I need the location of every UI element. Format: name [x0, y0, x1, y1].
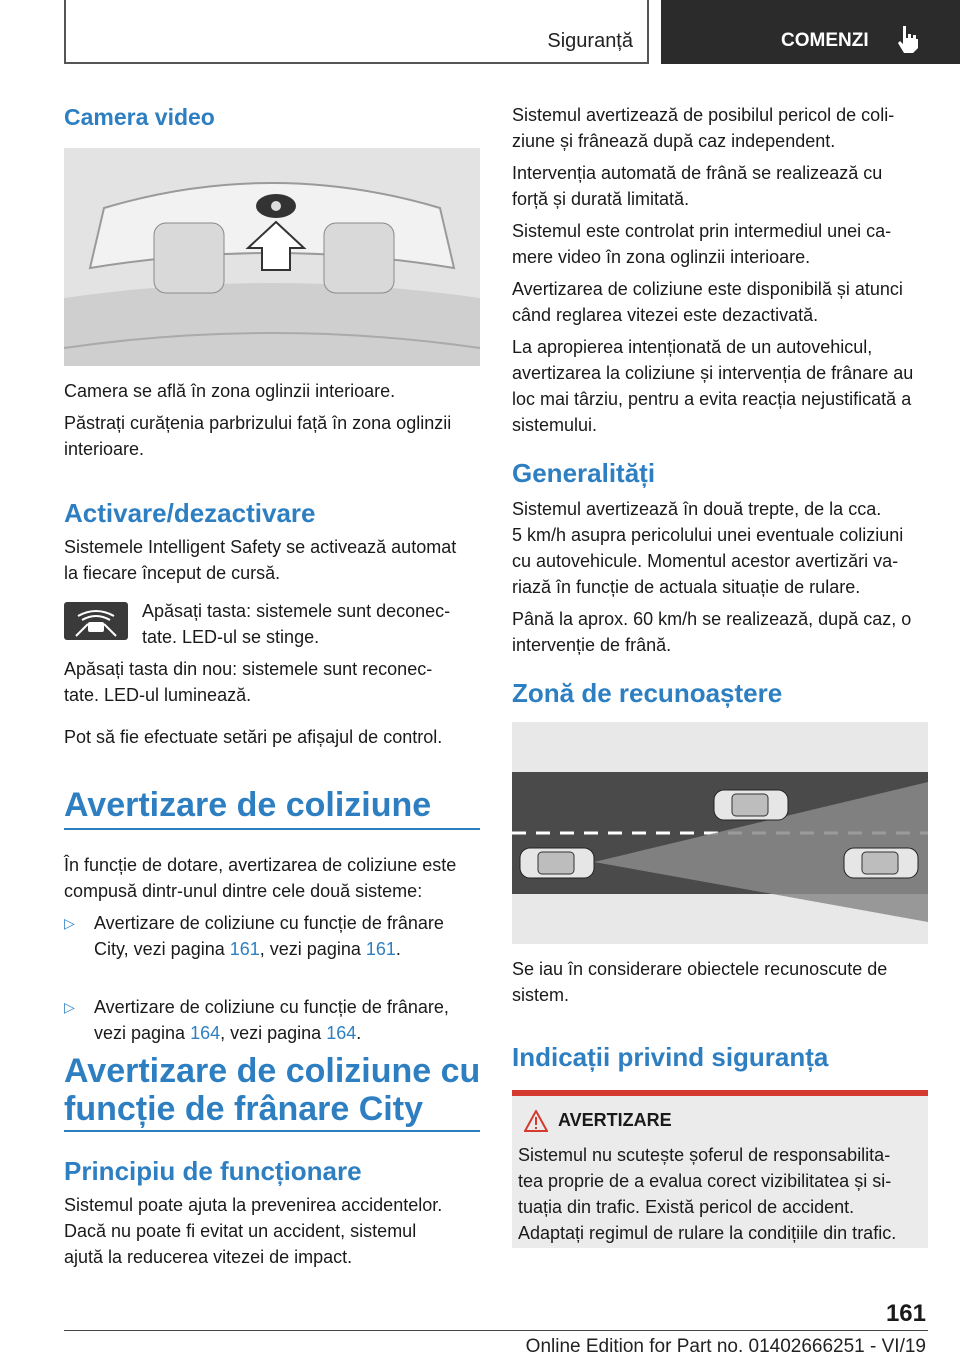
- collision-heading: Avertizare de coliziune: [64, 786, 432, 824]
- header-chapter-tab: [661, 0, 960, 64]
- hand-pointer-icon: [895, 24, 921, 54]
- list-item-text: City, vezi pagina: [94, 939, 230, 959]
- general-text-4: riază în funcție de actuala situație de rulare.: [512, 577, 861, 597]
- triangle-bullet-icon: ▷: [64, 999, 75, 1015]
- again-text-2: tate. LED-ul luminează.: [64, 685, 252, 705]
- list-item-text: .: [395, 939, 401, 959]
- warning-box: [512, 1090, 928, 1248]
- right-text-3a: Sistemul este controlat prin intermediul unei ca-: [512, 221, 892, 241]
- general-text-2: 5 km/h asupra pericolului unei eventuale coliziuni: [512, 525, 904, 545]
- general2-text-2: intervenție de frână.: [512, 635, 672, 655]
- general2-text-1: Până la aprox. 60 km/h se realizează, după caz, o: [512, 609, 912, 629]
- activation-text-1: Sistemele Intelligent Safety se activează automat: [64, 537, 457, 557]
- warning-text-2: tea proprie de a evalua corect vizibilitatea și si-: [518, 1171, 892, 1191]
- list-item: [64, 994, 480, 1046]
- button-text-1: Apăsați tasta: sistemele sunt deconec-: [142, 601, 451, 621]
- page-link[interactable]: 161: [229, 939, 260, 959]
- camera-text-1: Camera se află în zona oglinzii interioare.: [64, 381, 396, 401]
- collision-rule: [64, 828, 480, 830]
- list-item-line-1: Avertizare de coliziune cu funcție de frânare: [94, 913, 444, 933]
- camera-text-2a: Păstrați curățenia parbrizului față în zona oglinzii: [64, 413, 452, 433]
- page-link[interactable]: 164: [326, 1023, 357, 1043]
- safety-button-icon: [64, 602, 128, 640]
- footer-rule: [64, 1330, 928, 1331]
- warning-text-1: Sistemul nu scutește șoferul de responsabilita-: [518, 1145, 891, 1165]
- page-link[interactable]: 164: [190, 1023, 221, 1043]
- zone-heading: Zonă de recunoaștere: [512, 678, 783, 708]
- right-text-5b: avertizarea la coliziune și intervenția de frânare au: [512, 363, 914, 383]
- activation-heading: Activare/dezactivare: [64, 498, 316, 528]
- right-text-5c: loc mai târziu, pentru a evita reacția nejustificată a: [512, 389, 912, 409]
- page-number: 161: [885, 1300, 926, 1327]
- city-heading-1: Avertizare de coliziune cu: [64, 1052, 481, 1090]
- camera-text-2b: interioare.: [64, 439, 145, 459]
- list-item-text: , vezi pagina: [220, 1023, 327, 1043]
- city-rule: [64, 1130, 480, 1132]
- principle-text-2: Dacă nu poate fi evitat un accident, sistemul: [64, 1221, 417, 1241]
- list-item-text: , vezi pagina: [259, 939, 366, 959]
- page-link[interactable]: 161: [365, 939, 396, 959]
- general-text-3: cu autovehicule. Momentul acestor avertizări va-: [512, 551, 899, 571]
- general-heading: Generalități: [512, 458, 656, 488]
- right-text-2b: forță și durată limitată.: [512, 189, 690, 209]
- collision-text-1: În funcție de dotare, avertizarea de coliziune este: [64, 855, 457, 875]
- detection-zone-illustration: [512, 722, 928, 944]
- header-section-tab: [64, 0, 649, 64]
- warning-text-4: Adaptați regimul de rulare la condițiile din trafic.: [518, 1223, 897, 1243]
- again-text-1: Apăsați tasta din nou: sistemele sunt reconec-: [64, 659, 433, 679]
- right-text-1b: ziune și frânează după caz independent.: [512, 131, 836, 151]
- city-heading-2: funcție de frânare City: [64, 1090, 423, 1128]
- camera-heading: Camera video: [64, 104, 215, 130]
- principle-text-1: Sistemul poate ajuta la prevenirea accidentelor.: [64, 1195, 443, 1215]
- zone-text-2: sistem.: [512, 985, 570, 1005]
- activation-text-2: la fiecare început de cursă.: [64, 563, 281, 583]
- collision-text-2: compusă dintr-unul dintre cele două sisteme:: [64, 881, 423, 901]
- principle-text-3: ajută la reducerea vitezei de impact.: [64, 1247, 353, 1267]
- warning-text-3: tuația din trafic. Există pericol de accident.: [518, 1197, 855, 1217]
- right-text-1a: Sistemul avertizează de posibilul pericol de coli-: [512, 105, 895, 125]
- right-text-2a: Intervenția automată de frână se realizează cu: [512, 163, 883, 183]
- right-text-4b: când reglarea vitezei este dezactivată.: [512, 305, 819, 325]
- header-chapter-label: COMENZI: [781, 30, 869, 51]
- list-item: [64, 910, 480, 962]
- warning-title: AVERTIZARE: [558, 1110, 672, 1130]
- triangle-bullet-icon: ▷: [64, 915, 75, 931]
- right-text-5a: La apropierea intenționată de un autovehicul,: [512, 337, 873, 357]
- safety-heading: Indicații privind siguranța: [512, 1042, 829, 1072]
- list-item-text: vezi pagina: [94, 1023, 191, 1043]
- header-section-label: Siguranță: [547, 30, 633, 52]
- right-text-4a: Avertizarea de coliziune este disponibilă și atunci: [512, 279, 903, 299]
- button-text-2: tate. LED-ul se stinge.: [142, 627, 320, 647]
- general-text-1: Sistemul avertizează în două trepte, de la cca.: [512, 499, 882, 519]
- right-text-3b: mere video în zona oglinzii interioare.: [512, 247, 811, 267]
- zone-text-1: Se iau în considerare obiectele recunoscute de: [512, 959, 888, 979]
- list-item-text: .: [356, 1023, 362, 1043]
- settings-text: Pot să fie efectuate setări pe afișajul de control.: [64, 727, 443, 747]
- right-text-5d: sistemului.: [512, 415, 598, 435]
- edition-text: Online Edition for Part no. 01402666251 - VI/19: [525, 1336, 926, 1357]
- principle-heading: Principiu de funcționare: [64, 1156, 362, 1186]
- camera-illustration: [64, 148, 480, 366]
- warning-triangle-icon: [524, 1110, 548, 1132]
- list-item-line-1: Avertizare de coliziune cu funcție de frânare,: [94, 997, 449, 1017]
